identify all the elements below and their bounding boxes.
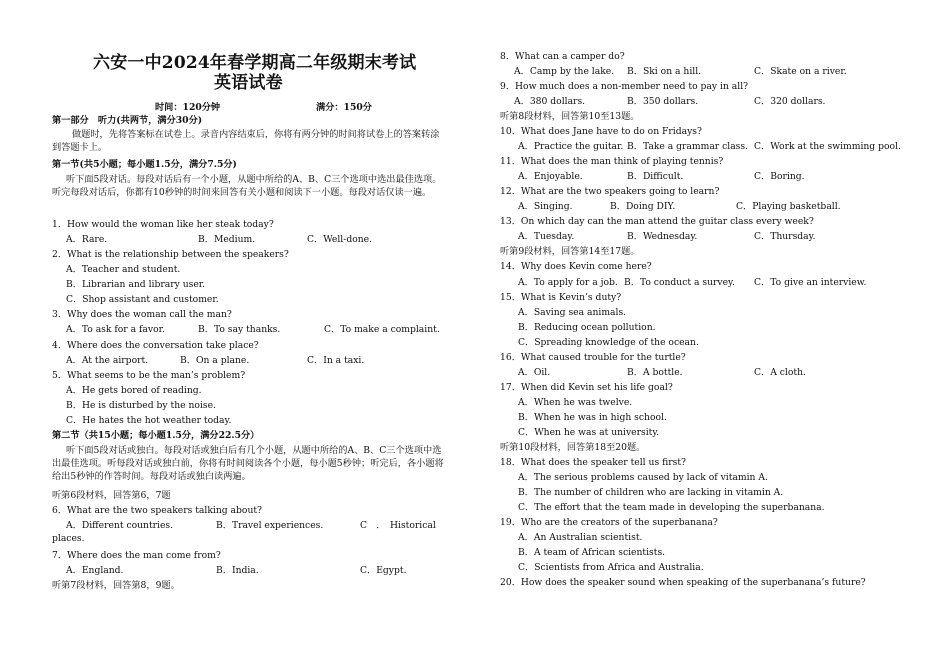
q11-option-c: C．Boring. [754,171,805,182]
q3-option-c: C．To make a complaint. [324,324,440,335]
q4-option-b: B．On a plane. [180,355,250,366]
question-11: 11．What does the man think of playing tennis? [500,156,724,167]
q12-option-c: C．Playing basketball. [736,201,841,212]
material-note-10: 听第10段材料，回答第18至20题。 [500,442,646,453]
q14-option-c: C．To give an interview. [754,277,867,288]
q11-option-b: B．Difficult. [627,171,684,182]
q18-option-b: B．The number of children who are lacking in vitamin A. [518,487,784,498]
q16-option-c: C．A cloth. [754,367,806,378]
q14-option-b: B．To conduct a survey. [624,277,735,288]
question-8: 8．What can a camper do? [500,51,625,62]
exam-score: 满分：150分 [316,102,372,113]
q16-option-b: B．A bottle. [627,367,683,378]
q7-option-b: B．India. [216,565,259,576]
q17-option-c: C．When he was at university. [518,427,660,438]
q13-option-b: B．Wednesday. [627,231,698,242]
q5-option-a: A．He gets bored of reading. [66,385,202,396]
question-19: 19．Who are the creators of the superbanana? [500,517,718,528]
q18-option-a: A．The serious problems caused by lack of vitamin A. [518,472,768,483]
q10-option-a: A．Practice the guitar. [518,141,624,152]
section2-heading: 第二节（共15小题；每小题1.5分，满分22.5分） [52,430,260,441]
exam-title: 六安一中2024年春学期高二年级期末考试 [93,53,417,73]
material-note-6: 听第6段材料，回答第6，7题 [52,490,171,501]
question-6: 6．What are the two speakers talking about? [52,505,262,516]
q13-option-c: C．Thursday. [754,231,816,242]
question-5: 5．What seems to be the man’s problem? [52,370,246,381]
q7-option-c: C．Egypt. [360,565,407,576]
part1-intro: 做题时，先将答案标在试卷上。录音内容结束后，你将有两分钟的时间将试卷上的答案转涂到答题卡上。 [52,129,440,153]
q6-option-a: A．Different countries. [66,520,174,531]
q5-option-b: B．He is disturbed by the noise. [66,400,216,411]
part1-heading: 第一部分 听力(共两节，满分30分) [52,115,203,126]
q15-option-a: A．Saving sea animals. [518,307,627,318]
q7-option-a: A．England. [66,565,124,576]
q3-option-a: A．To ask for a favor. [66,324,165,335]
q18-option-c: C．The effort that the team made in developing the superbanana. [518,502,825,513]
question-16: 16．What caused trouble for the turtle? [500,352,686,363]
q6-option-c: C ． Historical places. [52,520,436,544]
question-4: 4．Where does the conversation take place? [52,340,259,351]
q15-option-b: B．Reducing ocean pollution. [518,322,656,333]
question-10: 10．What does Jane have to do on Fridays? [500,126,702,137]
section2-instructions: 听下面5段对话或独白。每段对话或独白后有几个小题，从题中所给的A、B、C三个选项中选出最佳选项。听每段对话或独白前，你将有时间阅读各个小题，每小题5秒钟；听完后，各小题将给出5秒钟的作答时间。每段对话或独白读两遍。 [52,445,444,482]
material-note-7: 听第7段材料，回答第8，9题。 [52,580,180,591]
question-3: 3．Why does the woman call the man? [52,309,232,320]
q5-option-c: C．He hates the hot weather today. [66,415,232,426]
q4-option-c: C．In a taxi. [307,355,365,366]
q13-option-a: A．Tuesday. [518,231,575,242]
q1-option-b: B．Medium. [198,234,256,245]
question-14: 14．Why does Kevin come here? [500,261,652,272]
question-2: 2．What is the relationship between the speakers? [52,249,289,260]
q6-option-b: B．Travel experiences. [216,520,324,531]
section1-heading: 第一节(共5小题；每小题1.5分，满分7.5分) [52,159,237,170]
q2-option-c: C．Shop assistant and customer. [66,294,219,305]
q15-option-c: C．Spreading knowledge of the ocean. [518,337,699,348]
q9-option-a: A．380 dollars. [514,96,586,107]
exam-time: 时间：120分钟 [155,102,221,113]
q9-option-b: B．350 dollars. [627,96,699,107]
q2-option-a: A．Teacher and student. [66,264,181,275]
q19-option-b: B．A team of African scientists. [518,547,666,558]
q8-option-b: B．Ski on a hill. [627,66,702,77]
q19-option-a: A．An Australian scientist. [518,532,643,543]
q1-option-c: C．Well-done. [307,234,373,245]
q14-option-a: A．To apply for a job. [518,277,618,288]
question-18: 18．What does the speaker tell us first? [500,457,686,468]
q1-option-a: A．Rare. [66,234,108,245]
question-12: 12．What are the two speakers going to learn? [500,186,720,197]
q9-option-c: C．320 dollars. [754,96,826,107]
q17-option-b: B．When he was in high school. [518,412,667,423]
question-1: 1．How would the woman like her steak today? [52,219,274,230]
material-note-9: 听第9段材料，回答第14至17题。 [500,246,640,257]
question-17: 17．When did Kevin set his life goal? [500,382,673,393]
q10-option-b: B．Take a grammar class. [627,141,749,152]
q16-option-a: A．Oil. [518,367,551,378]
question-15: 15．What is Kevin’s duty? [500,292,622,303]
q4-option-a: A．At the airport. [66,355,149,366]
q11-option-a: A．Enjoyable. [518,171,583,182]
section1-instructions: 听下面5段对话。每段对话后有一个小题，从题中所给的A、B、C三个选项中选出最佳选项。听完每段对话后，你都有10秒钟的时间来回答有关小题和阅读下一小题。每段对话仅读一遍。 [52,174,442,198]
q17-option-a: A．When he was twelve. [518,397,633,408]
q8-option-a: A．Camp by the lake. [514,66,615,77]
exam-subtitle: 英语试卷 [214,73,283,93]
question-9: 9．How much does a non-member need to pay in all? [500,81,749,92]
q12-option-b: B．Doing DIY. [610,201,676,212]
question-20: 20．How does the speaker sound when speaking of the superbanana’s future? [500,577,866,588]
question-13: 13．On which day can the man attend the guitar class every week? [500,216,814,227]
material-note-8: 听第8段材料，回答第10至13题。 [500,111,640,122]
q12-option-a: A．Singing. [518,201,573,212]
q3-option-b: B．To say thanks. [198,324,281,335]
q10-option-c: C．Work at the swimming pool. [754,141,901,152]
question-7: 7．Where does the man come from? [52,550,221,561]
q8-option-c: C．Skate on a river. [754,66,847,77]
q19-option-c: C．Scientists from Africa and Australia. [518,562,704,573]
q2-option-b: B．Librarian and library user. [66,279,206,290]
